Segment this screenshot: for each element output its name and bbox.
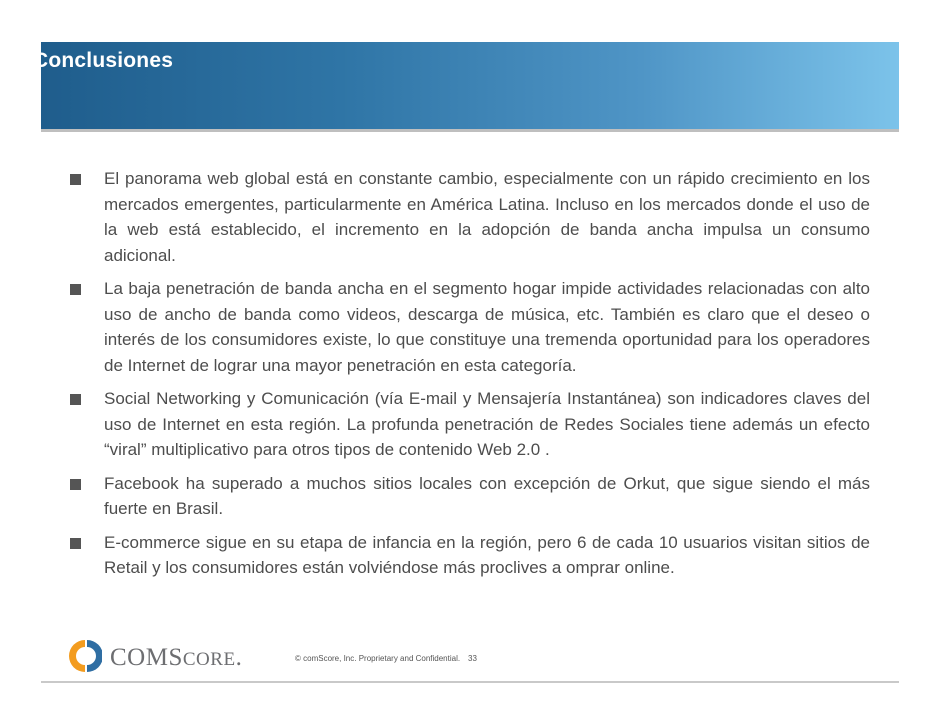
page-number: 33 bbox=[468, 654, 477, 663]
comscore-logo bbox=[68, 638, 248, 674]
bullet-text: Social Networking y Comunicación (vía E-mail y Mensajería Instantánea) son indicadores claves del uso de Internet en esta región. La profunda penetración de Redes Sociales tiene además un efecto “viral” multiplicativo para otros tipos de contenido Web 2.0 . bbox=[104, 389, 870, 459]
page-title: Conclusiones bbox=[33, 49, 174, 72]
square-bullet-icon bbox=[70, 174, 81, 185]
bullet-text: E-commerce sigue en su etapa de infancia en la región, pero 6 de cada 10 usuarios visitan sitios de Retail y los consumidores están volviéndose más proclives a omprar online. bbox=[104, 532, 870, 577]
bullet-list bbox=[70, 166, 870, 589]
bullet-text: La baja penetración de banda ancha en el segmento hogar impide actividades relacionadas con alto uso de ancho de banda como videos, descarga de música, etc. También es claro que el deseo o interés de los consumidores existe, lo que constituye una tremenda oportunidad para los operadores de Internet de lograr una mayor penetración en esta categoría. bbox=[104, 279, 870, 375]
bullet-item bbox=[70, 276, 870, 378]
bullet-item bbox=[70, 530, 870, 581]
square-bullet-icon bbox=[70, 479, 81, 490]
copyright-note: © comScore, Inc. Proprietary and Confidential. bbox=[295, 654, 461, 663]
comscore-logo-icon bbox=[68, 638, 102, 674]
square-bullet-icon bbox=[70, 394, 81, 405]
footer-divider bbox=[41, 681, 899, 683]
square-bullet-icon bbox=[70, 284, 81, 295]
bullet-text: El panorama web global está en constante cambio, especialmente con un rápido crecimiento en los mercados emergentes, particularmente en América Latina. Incluso en los mercados donde el uso de la web está establecido, el incremento en la adopción de banda ancha impulsa un consumo adicional. bbox=[104, 169, 870, 265]
logo-wordmark: COMSCORE. bbox=[110, 644, 243, 671]
square-bullet-icon bbox=[70, 538, 81, 549]
bullet-item bbox=[70, 166, 870, 268]
bullet-item bbox=[70, 471, 870, 522]
bullet-item bbox=[70, 386, 870, 463]
bullet-text: Facebook ha superado a muchos sitios locales con excepción de Orkut, que sigue siendo el más fuerte en Brasil. bbox=[104, 473, 870, 518]
